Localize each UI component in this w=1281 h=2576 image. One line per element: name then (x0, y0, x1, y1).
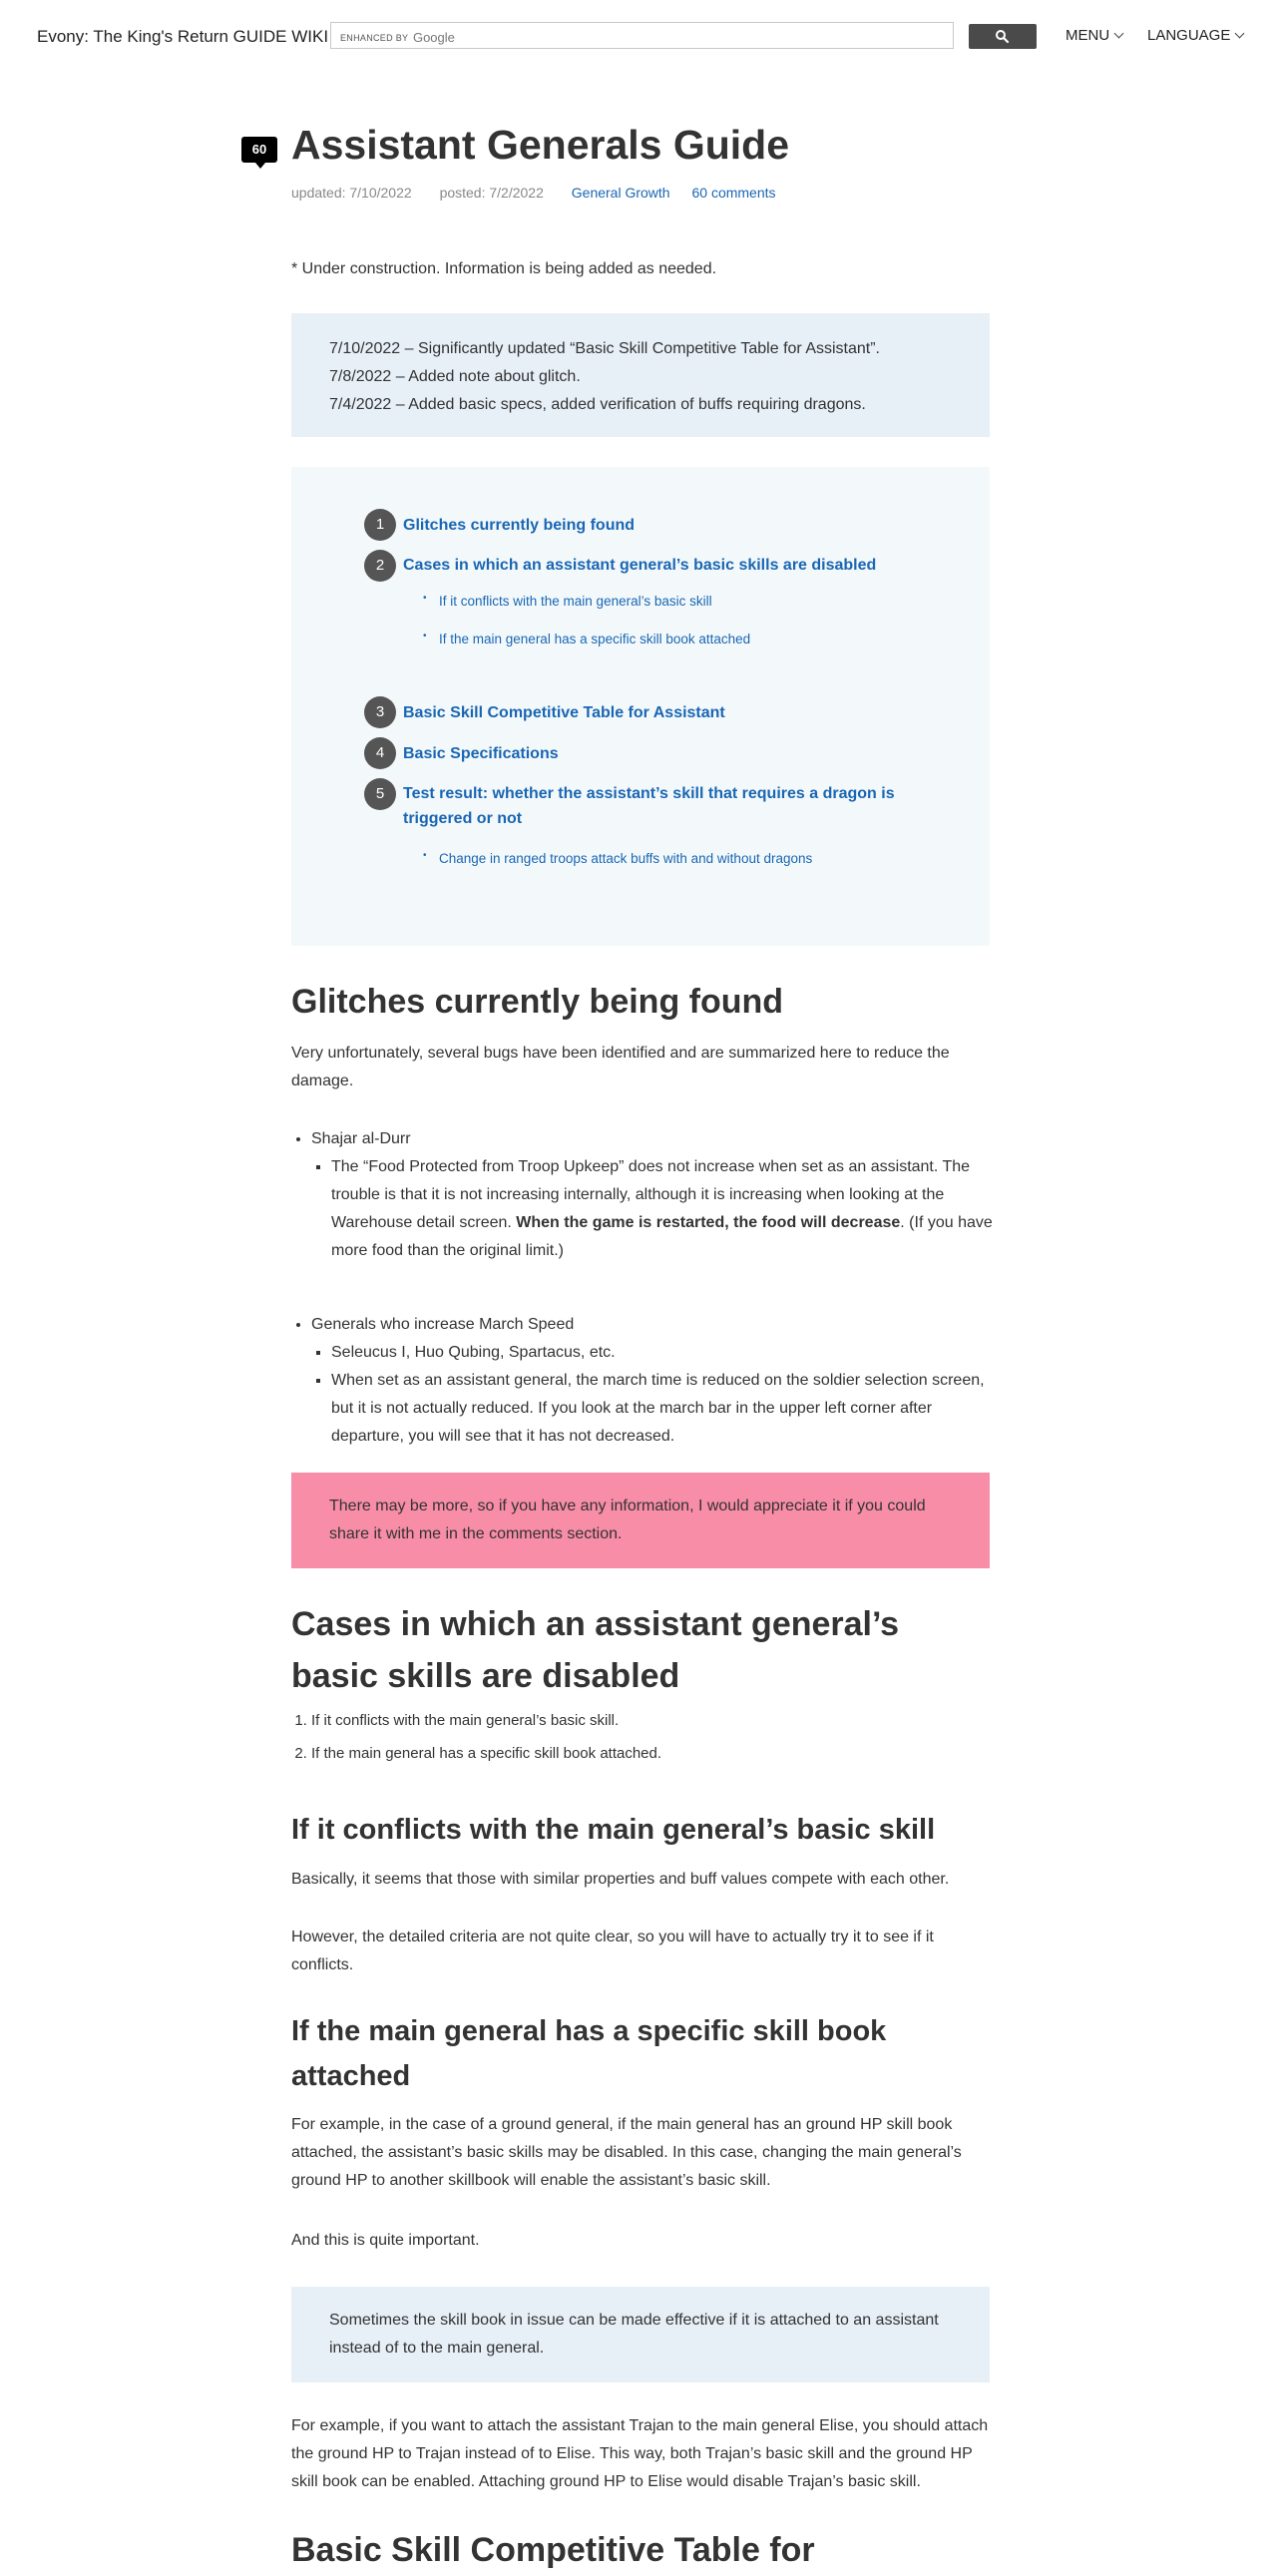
paragraph: Basically, it seems that those with similar properties and buff values compete with each other. (291, 1871, 950, 1888)
paragraph: For example, in the case of a ground general, if the main general has an ground HP skill book attached, the assistant’s basic skills may be disabled. In this case, changing the main general’s ground HP to another skillbook will enable the assistant’s basic skill. (291, 2116, 962, 2189)
paragraph: For example, if you want to attach the assistant Trajan to the main general Elise, you should attach the ground HP to Trajan instead of to Elise. This way, both Trajan’s basic skill and the ground HP skill book can be enabled. Attaching ground HP to Elise would disable Trajan’s basic skill. (291, 2417, 989, 2490)
search-input[interactable] (330, 22, 954, 49)
changelog-box (291, 313, 990, 437)
changelog-entry: 7/8/2022 – Added note about glitch. (329, 368, 581, 385)
section-heading-conflicts: If it conflicts with the main general’s basic skill (291, 1814, 936, 1846)
list-item: • Generals who increase March Speed ▪ Seleucus I, Huo Qubing, Spartacus, etc. ▪ When set as an assistant general, the march time is reduced on the soldier selection screen, but it is not actually reduced. If you look at the march bar in the upper left corner after departure, you will see that it has not decreased. (311, 1311, 1000, 1451)
comment-count-badge[interactable]: 60 (241, 137, 277, 163)
toc-link-glitches[interactable]: Glitches currently being found (403, 517, 636, 534)
nav-menu-toggle[interactable]: MENU (1066, 27, 1122, 44)
construction-notice: * Under construction. Information is being added as needed. (291, 260, 717, 277)
list-item: ▪ Seleucus I, Huo Qubing, Spartacus, etc. (331, 1339, 1000, 1367)
glitch-list (291, 1311, 1000, 1451)
comments-link[interactable]: 60 comments (691, 185, 776, 201)
list-item: 1. If it conflicts with the main general’s basic skill. (311, 1704, 1000, 1737)
site-header (0, 0, 1281, 72)
toc-link-test-result[interactable]: Test result: whether the assistant’s skill that requires a dragon is triggered or not (403, 785, 895, 827)
list-item: • Shajar al-Durr ▪ The “Food Protected from Troop Upkeep” does not increase when set as an assistant. The trouble is that it is not increasing internally, although it is increasing when looking at the Warehouse detail screen. When the game is restarted, the food will decrease. (If you have more food than the original limit.) (311, 1125, 1000, 1265)
toc-number: 4 (364, 737, 396, 769)
site-title-link[interactable]: Evony: The King's Return GUIDE WIKI (37, 27, 329, 46)
search-button[interactable] (969, 24, 1037, 49)
toc-link-competitive-table[interactable]: Basic Skill Competitive Table for Assistant (403, 704, 725, 721)
list-item: 2. If the main general has a specific skill book attached. (311, 1737, 1000, 1770)
toc-number: 5 (364, 778, 396, 810)
search-brand: ENHANCED BY Google (340, 30, 455, 45)
updated-date: updated: 7/10/2022 (291, 185, 412, 201)
page-title: Assistant Generals Guide (291, 122, 790, 168)
skill-book-note-box: Sometimes the skill book in issue can be made effective if it is attached to an assistant instead of to the main general. (291, 2287, 990, 2382)
list-item: ▪ The “Food Protected from Troop Upkeep” does not increase when set as an assistant. The trouble is that it is not increasing internally, although it is increasing when looking at the Warehouse detail screen. When the game is restarted, the food will decrease. (If you have more food than the original limit.) (331, 1153, 1000, 1265)
glitch-list (291, 1125, 1000, 1265)
changelog-entry: 7/4/2022 – Added basic specs, added verification of buffs requiring dragons. (329, 396, 866, 413)
toc-sublink-skill-book[interactable]: • If the main general has a specific skill book attached (439, 632, 750, 646)
toc-link-disabled-cases[interactable]: Cases in which an assistant general’s basic skills are disabled (403, 557, 877, 574)
search-icon (969, 24, 1037, 49)
list-item: ▪ When set as an assistant general, the march time is reduced on the soldier selection screen, but it is not actually reduced. If you look at the march bar in the upper left corner after departure, you will see that it has not decreased. (331, 1367, 1000, 1451)
toc-number: 3 (364, 696, 396, 728)
disabled-cases-list (291, 1704, 1000, 1770)
post-meta (291, 185, 794, 201)
section-heading-skill-book: If the main general has a specific skill book attached (291, 2015, 887, 2092)
section-heading-competitive-table: Basic Skill Competitive Table for (291, 2531, 815, 2569)
section-heading-glitches: Glitches currently being found (291, 983, 784, 1021)
glitches-intro: Very unfortunately, several bugs have been identified and are summarized here to reduce the damage. (291, 1045, 950, 1089)
paragraph: And this is quite important. (291, 2232, 480, 2249)
table-of-contents (291, 467, 990, 946)
posted-date: posted: 7/2/2022 (439, 185, 544, 201)
nav-language-toggle[interactable]: LANGUAGE (1147, 27, 1243, 44)
toc-number: 1 (364, 509, 396, 541)
category-link[interactable]: General Growth (571, 185, 670, 201)
info-request-box: There may be more, so if you have any information, I would appreciate it if you could share it with me in the comments section. (291, 1473, 990, 1568)
paragraph: However, the detailed criteria are not quite clear, so you will have to actually try it to see if it conflicts. (291, 1929, 934, 1973)
toc-sublink-conflicts[interactable]: • If it conflicts with the main general’s basic skill (439, 594, 712, 609)
section-heading-disabled-cases: Cases in which an assistant general’s basic skills are disabled (291, 1605, 900, 1695)
chevron-down-icon (1114, 29, 1124, 39)
toc-sublink-ranged-buffs[interactable]: • Change in ranged troops attack buffs with and without dragons (439, 851, 812, 866)
changelog-entry: 7/10/2022 – Significantly updated “Basic Skill Competitive Table for Assistant”. (329, 340, 880, 357)
toc-number: 2 (364, 550, 396, 582)
toc-link-basic-specs[interactable]: Basic Specifications (403, 745, 559, 762)
chevron-down-icon (1235, 29, 1245, 39)
